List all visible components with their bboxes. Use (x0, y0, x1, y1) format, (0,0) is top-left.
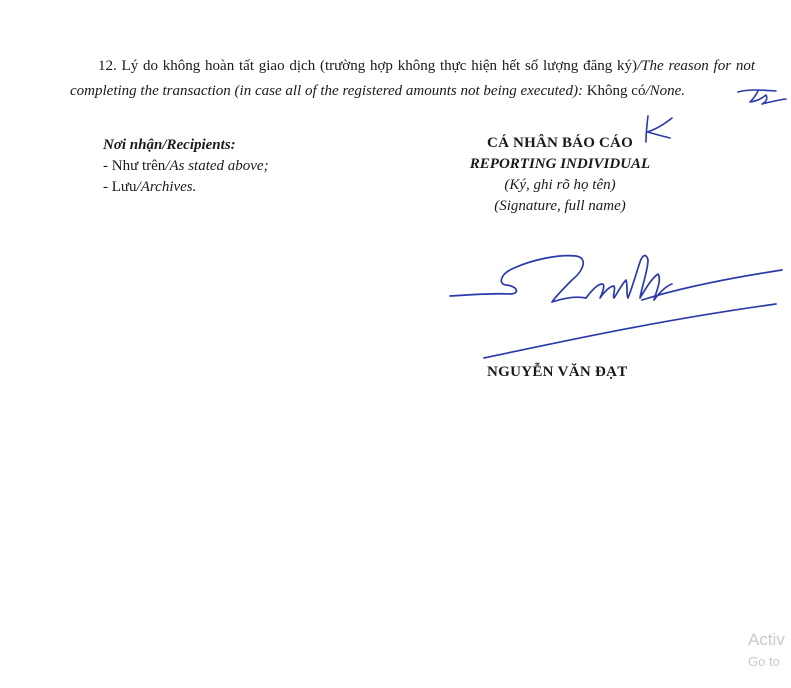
signature-drawing (440, 240, 790, 370)
signer-full-name: NGUYỄN VĂN ĐẠT (487, 364, 628, 380)
signature-title-vi: CÁ NHÂN BÁO CÁO (487, 135, 633, 151)
reason-text-vi: 12. Lý do không hoàn tất giao dịch (trường hợp không thực hiện hết số lượng đăng ký) (98, 58, 638, 74)
reason-answer-vi: Không có (586, 83, 646, 99)
recipients-heading: Nơi nhận/Recipients: (103, 137, 236, 153)
signature-note-en: (Signature, full name) (494, 198, 626, 214)
handwritten-initial-mark (732, 86, 790, 108)
recipient-item-en: /Archives. (136, 179, 197, 195)
reason-paragraph (70, 54, 755, 104)
recipient-item (103, 156, 269, 177)
signature-note-vi: (Ký, ghi rõ họ tên) (504, 177, 616, 193)
recipient-item-vi: - Lưu (103, 179, 137, 195)
activation-watermark-line1: Activ (748, 630, 785, 649)
activation-watermark-line2: Go to (748, 654, 780, 669)
recipients-block (103, 135, 269, 198)
recipient-item (103, 177, 269, 198)
signature-title-en: REPORTING INDIVIDUAL (469, 156, 651, 172)
reason-colon: : (577, 83, 587, 99)
reason-answer-en: /None. (645, 83, 686, 99)
handwritten-check-mark (640, 112, 676, 148)
reason-text-en: /The reason for not completing the transaction (in case all of the registered amounts not being executed) (70, 58, 755, 99)
recipient-item-en: /As stated above; (165, 158, 269, 174)
recipient-item-vi: - Như trên (103, 158, 166, 174)
